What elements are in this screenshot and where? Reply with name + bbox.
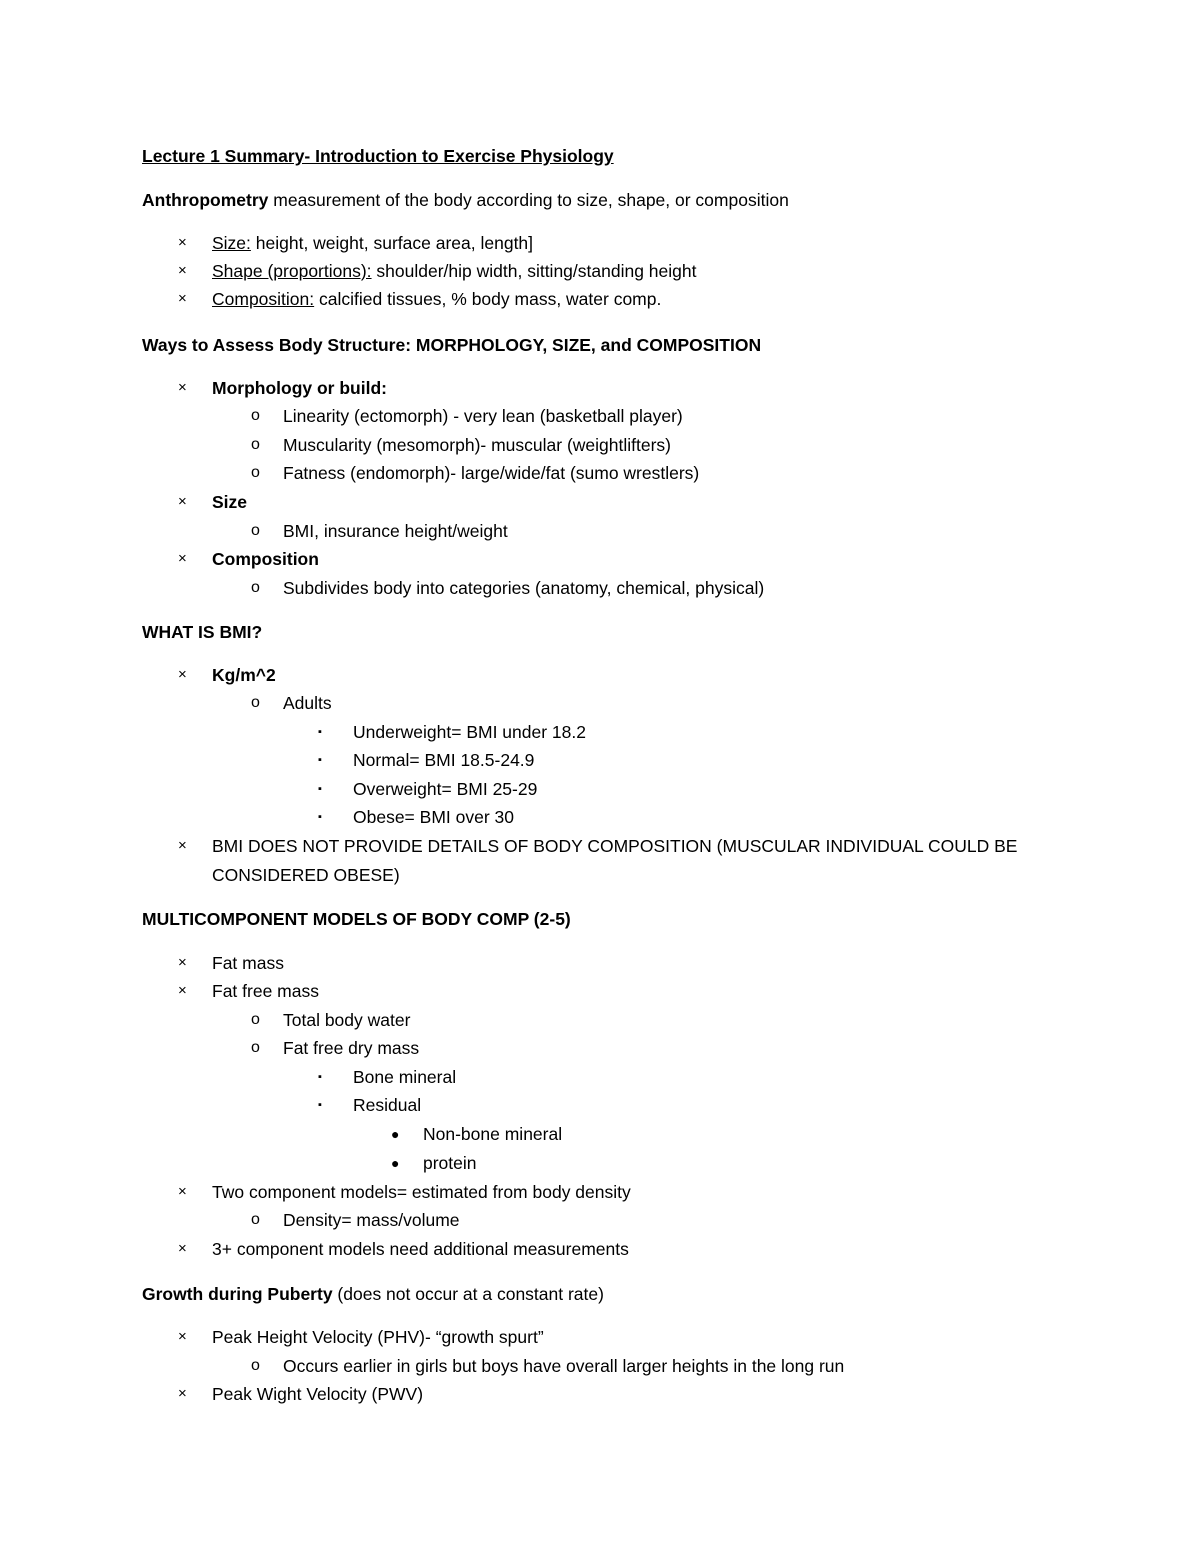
list-item: Non-bone mineral <box>423 1124 563 1144</box>
circle-bullet-icon: o <box>251 694 260 711</box>
list-item: BMI DOES NOT PROVIDE DETAILS OF BODY COMPOSITION (MUSCULAR INDIVIDUAL COULD BE <box>212 836 1018 856</box>
growth-heading-bold: Growth during Puberty <box>142 1284 333 1304</box>
list-item: Residual <box>353 1095 422 1115</box>
list-item: Occurs earlier in girls but boys have overall larger heights in the long run <box>283 1356 845 1376</box>
x-bullet-icon: × <box>178 1385 187 1402</box>
square-bullet-icon: ▪ <box>318 1071 322 1083</box>
list-item: Fat free dry mass <box>283 1038 420 1058</box>
x-bullet-icon: × <box>178 666 187 683</box>
list-item: Size <box>212 492 248 512</box>
item-text: height, weight, surface area, length] <box>250 233 534 253</box>
list-item: Muscularity (mesomorph)- muscular (weightlifters) <box>283 435 671 455</box>
circle-bullet-icon: o <box>251 436 260 453</box>
x-bullet-icon: × <box>178 1183 187 1200</box>
growth-heading-rest: (does not occur at a constant rate) <box>332 1284 604 1304</box>
anthropometry-desc: measurement of the body according to size, shape, or composition <box>268 190 789 210</box>
page-title: Lecture 1 Summary- Introduction to Exercise Physiology <box>142 146 614 166</box>
list-item: Linearity (ectomorph) - very lean (basketball player) <box>283 406 683 426</box>
dot-bullet-icon: ● <box>391 1126 400 1142</box>
x-bullet-icon: × <box>178 262 187 279</box>
circle-bullet-icon: o <box>251 1211 260 1228</box>
item-label: Size: <box>212 233 251 253</box>
list-item: Peak Height Velocity (PHV)- “growth spurt” <box>212 1327 544 1347</box>
list-item: Fatness (endomorph)- large/wide/fat (sumo wrestlers) <box>283 463 700 483</box>
list-item: Morphology or build: <box>212 378 387 398</box>
section-heading-multicomponent: MULTICOMPONENT MODELS OF BODY COMP (2-5) <box>142 909 571 929</box>
list-item: Subdivides body into categories (anatomy, chemical, physical) <box>283 578 765 598</box>
section-heading-ways: Ways to Assess Body Structure: MORPHOLOGY, SIZE, and COMPOSITION <box>142 335 762 355</box>
list-item: Two component models= estimated from body density <box>212 1182 631 1202</box>
list-item: Composition <box>212 549 319 569</box>
item-label: Shape (proportions): <box>212 261 372 281</box>
anthropometry-definition <box>142 189 789 211</box>
circle-bullet-icon: o <box>251 1011 260 1028</box>
list-item: Normal= BMI 18.5-24.9 <box>353 750 535 770</box>
square-bullet-icon: ▪ <box>318 783 322 795</box>
x-bullet-icon: × <box>178 550 187 567</box>
list-item <box>212 288 661 310</box>
x-bullet-icon: × <box>178 234 187 251</box>
circle-bullet-icon: o <box>251 1039 260 1056</box>
x-bullet-icon: × <box>178 493 187 510</box>
list-item: Fat mass <box>212 953 284 973</box>
list-item <box>212 260 696 282</box>
list-item <box>212 232 533 254</box>
circle-bullet-icon: o <box>251 522 260 539</box>
x-bullet-icon: × <box>178 1328 187 1345</box>
list-item: Underweight= BMI under 18.2 <box>353 722 586 742</box>
x-bullet-icon: × <box>178 982 187 999</box>
x-bullet-icon: × <box>178 837 187 854</box>
list-item: Obese= BMI over 30 <box>353 807 514 827</box>
list-item: Adults <box>283 693 332 713</box>
anthropometry-term: Anthropometry <box>142 190 269 210</box>
square-bullet-icon: ▪ <box>318 1099 322 1111</box>
square-bullet-icon: ▪ <box>318 811 322 823</box>
x-bullet-icon: × <box>178 954 187 971</box>
circle-bullet-icon: o <box>251 407 260 424</box>
item-text: shoulder/hip width, sitting/standing height <box>371 261 697 281</box>
list-item: Total body water <box>283 1010 411 1030</box>
item-text: calcified tissues, % body mass, water comp. <box>314 289 662 309</box>
circle-bullet-icon: o <box>251 1357 260 1374</box>
list-item: 3+ component models need additional measurements <box>212 1239 629 1259</box>
x-bullet-icon: × <box>178 1240 187 1257</box>
list-item: Kg/m^2 <box>212 665 276 685</box>
x-bullet-icon: × <box>178 290 187 307</box>
section-heading-bmi: WHAT IS BMI? <box>142 622 263 642</box>
circle-bullet-icon: o <box>251 579 260 596</box>
section-heading-growth <box>142 1283 604 1305</box>
item-label: Composition: <box>212 289 315 309</box>
list-item: BMI, insurance height/weight <box>283 521 508 541</box>
list-item: Bone mineral <box>353 1067 457 1087</box>
list-item-continuation: CONSIDERED OBESE) <box>212 865 400 885</box>
list-item: Fat free mass <box>212 981 319 1001</box>
square-bullet-icon: ▪ <box>318 754 322 766</box>
list-item: Peak Wight Velocity (PWV) <box>212 1384 424 1404</box>
list-item: protein <box>423 1153 477 1173</box>
x-bullet-icon: × <box>178 379 187 396</box>
list-item: Overweight= BMI 25-29 <box>353 779 538 799</box>
list-item: Density= mass/volume <box>283 1210 460 1230</box>
dot-bullet-icon: ● <box>391 1155 400 1171</box>
square-bullet-icon: ▪ <box>318 726 322 738</box>
circle-bullet-icon: o <box>251 464 260 481</box>
